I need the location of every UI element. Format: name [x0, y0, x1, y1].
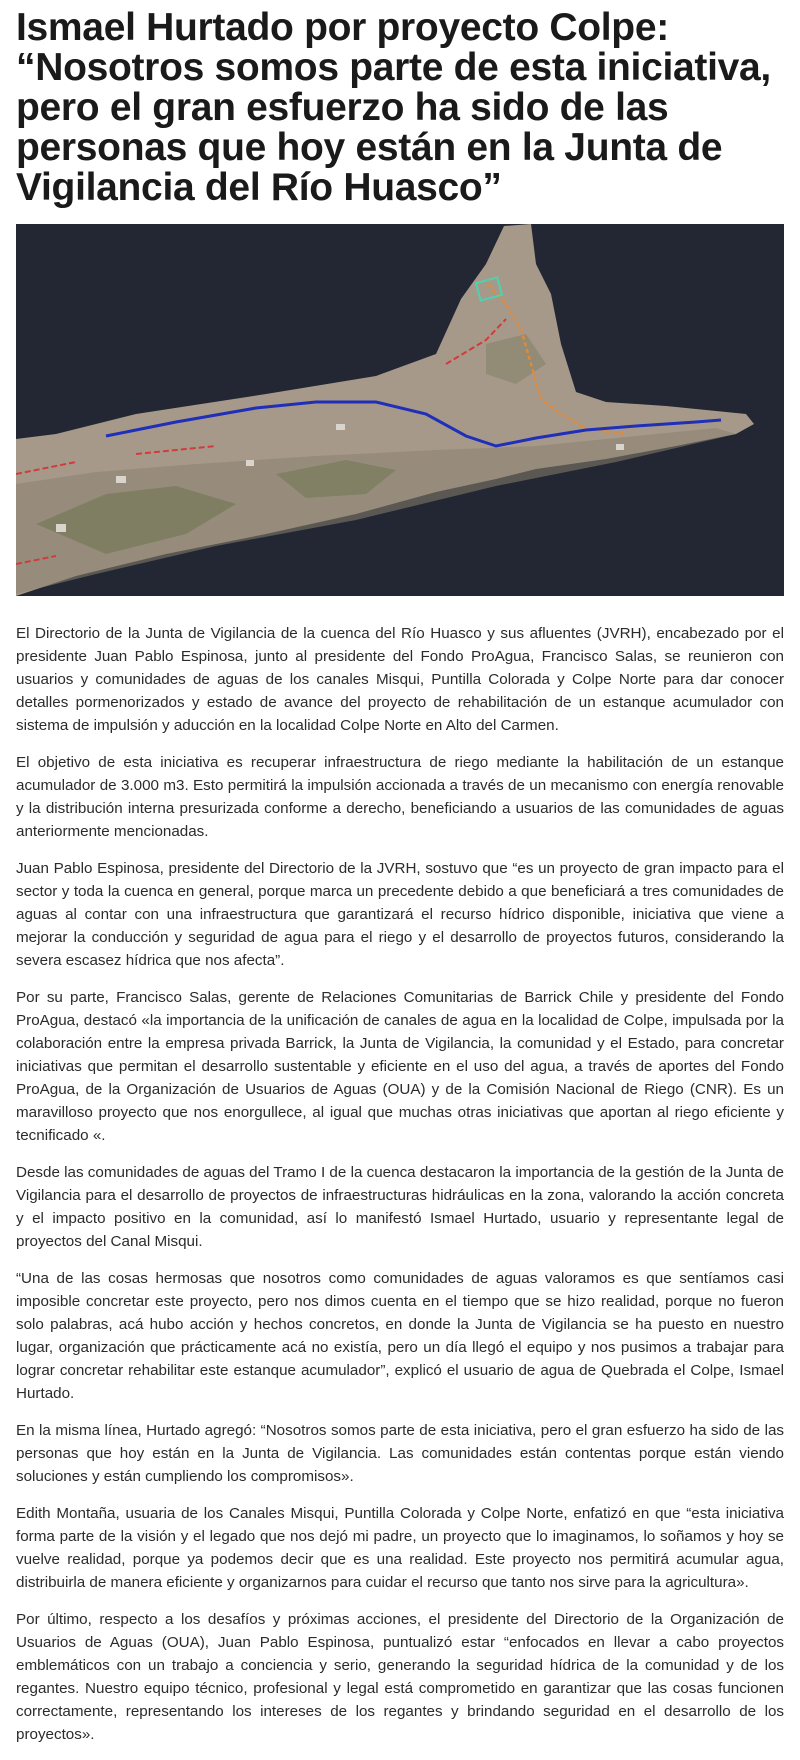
structure — [56, 524, 66, 532]
structure — [336, 424, 345, 430]
paragraph: “Una de las cosas hermosas que nosotros como comunidades de aguas valoramos es que sentíamos casi imposible concretar este proyecto, pero nos dimos cuenta en el tiempo que se hizo realidad, porque no fueron solo palabras, acá hubo acción y hechos concretos, en donde la Junta de Vigilancia se ha puesto en nuestro lugar, organización que prácticamente acá no existía, pero un día llegó el equipo y nos pusimos a trabajar para lograr concretar rehabilitar este estanque acumulador”, explicó el usuario de agua de Quebrada el Colpe, Ismael Hurtado. — [16, 1270, 784, 1402]
structure — [616, 444, 624, 450]
aerial-map-icon — [16, 224, 784, 596]
paragraph: Juan Pablo Espinosa, presidente del Directorio de la JVRH, sostuvo que “es un proyecto de gran impacto para el sector y toda la cuenca en general, porque marca un precedente debido a que beneficiará a tres comunidades de aguas al contar con una infraestructura que garantizará el recurso hídrico disponible, iniciativa que viene a mejorar la conducción y seguridad de agua para el riego y el desarrollo de proyectos futuros, considerando la severa escasez hídrica que nos afecta”. — [16, 860, 784, 969]
paragraph: El Directorio de la Junta de Vigilancia de la cuenca del Río Huasco y sus afluentes (JVRH), encabezado por el presidente Juan Pablo Espinosa, junto al presidente del Fondo ProAgua, Francisco Salas, se reunieron con usuarios y comunidades de aguas de los canales Misqui, Puntilla Colorada y Colpe Norte para dar conocer detalles pormenorizados y estado de avance del proyecto de rehabilitación de un estanque acumulador con sistema de impulsión y aducción en la localidad Colpe Norte en Alto del Carmen. — [16, 625, 784, 734]
article-body — [16, 622, 784, 1746]
paragraph: En la misma línea, Hurtado agregó: “Nosotros somos parte de esta iniciativa, pero el gran esfuerzo ha sido de las personas que hoy están en la Junta de Vigilancia. Las comunidades están contentas porque están viendo soluciones y están cumpliendo los compromisos». — [16, 1422, 784, 1485]
article-title: Ismael Hurtado por proyecto Colpe: “Nosotros somos parte de esta iniciativa, pero el gran esfuerzo ha sido de las personas que hoy están en la Junta de Vigilancia del Río Huasco” — [16, 6, 771, 209]
paragraph: Por su parte, Francisco Salas, gerente de Relaciones Comunitarias de Barrick Chile y presidente del Fondo ProAgua, destacó «la importancia de la unificación de canales de agua en la localidad de Colpe, impulsada por la colaboración entre la empresa privada Barrick, la Junta de Vigilancia, la comunidad y el Estado, para concretar iniciativas que permitan el desarrollo sustentable y eficiente en el uso del agua, a través de aportes del Fondo ProAgua, de la Organización de Usuarios de Aguas (OUA) y de la Comisión Nacional de Riego (CNR). Es un maravilloso proyecto que nos enorgullece, al igual que muchas otras iniciativas que aportan al riego eficiente y tecnificado «. — [16, 989, 784, 1144]
structure — [246, 460, 254, 466]
article-hero-image — [16, 224, 784, 596]
paragraph: Edith Montaña, usuaria de los Canales Misqui, Puntilla Colorada y Colpe Norte, enfatizó en que “esta iniciativa forma parte de la visión y el legado que nos dejó mi padre, un proyecto que lo imaginamos, lo soñamos y hoy se vuelve realidad, porque ya podemos decir que es una realidad. Este proyecto nos permitirá acumular agua, distribuirla de manera eficiente y organizarnos para cuidar el recurso que tanto nos sirve para la agricultura». — [16, 1505, 784, 1591]
structure — [116, 476, 126, 483]
article — [16, 8, 784, 1760]
paragraph: El objetivo de esta iniciativa es recuperar infraestructura de riego mediante la habilitación de un estanque acumulador de 3.000 m3. Esto permitirá la impulsión accionada a través de un mecanismo con energía renovable y la distribución interna presurizada conforme a derecho, beneficiando a usuarios de las comunidades de aguas anteriormente mencionadas. — [16, 754, 784, 840]
paragraph: Por último, respecto a los desafíos y próximas acciones, el presidente del Directorio de la Organización de Usuarios de Aguas (OUA), Juan Pablo Espinosa, puntualizó estar “enfocados en llevar a cabo proyectos emblemáticos con un trabajo a conciencia y serio, generando la seguridad hídrica de la comunidad y de los regantes. Nuestro equipo técnico, profesional y legal está comprometido en garantizar que las cosas funcionen correctamente, representando los intereses de los regantes y brindando seguridad en el desarrollo de los proyectos». — [16, 1611, 784, 1743]
paragraph: Desde las comunidades de aguas del Tramo I de la cuenca destacaron la importancia de la gestión de la Junta de Vigilancia para el desarrollo de proyectos de infraestructuras hidráulicas en la zona, valorando la acción concreta y el impacto positivo en la comunidad, así lo manifestó Ismael Hurtado, usuario y representante legal de proyectos del Canal Misqui. — [16, 1164, 784, 1250]
